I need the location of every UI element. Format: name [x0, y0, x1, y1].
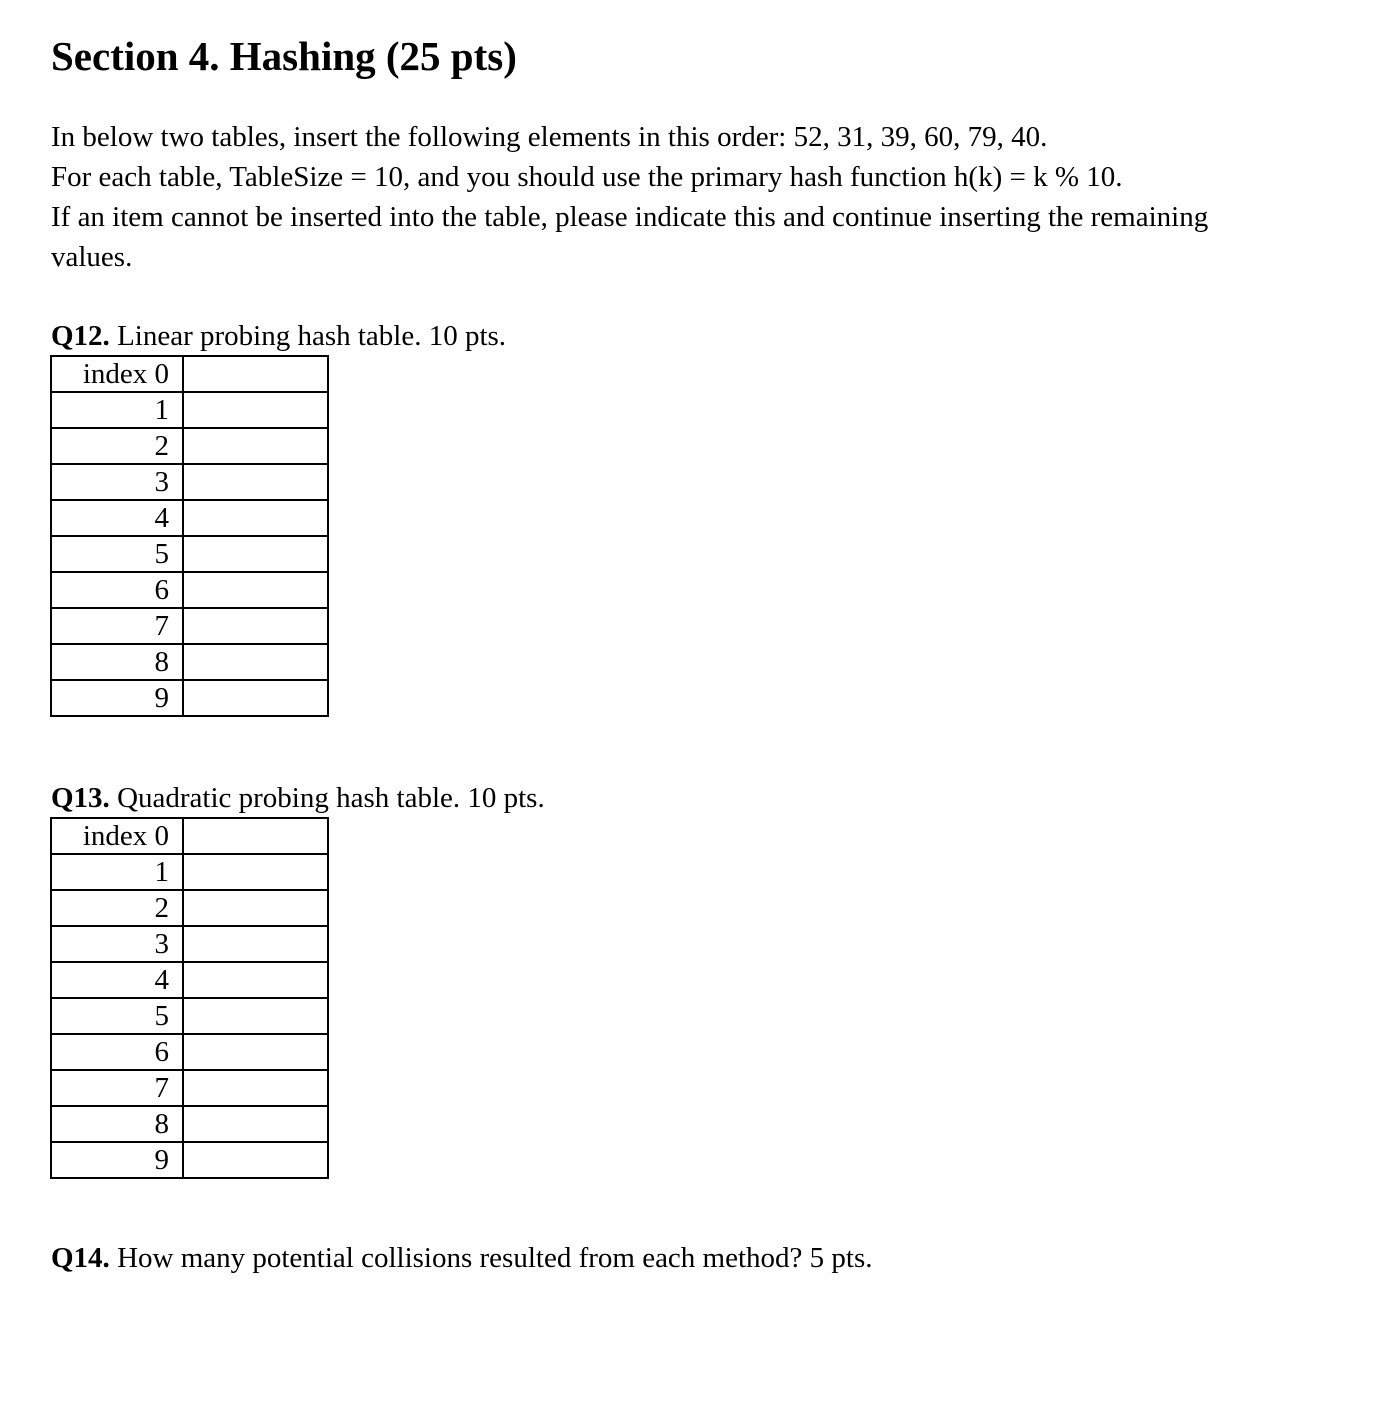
- table-row: [51, 890, 328, 926]
- question-number: Q14.: [51, 1242, 110, 1274]
- table-row: [51, 680, 328, 716]
- answer-cell[interactable]: [183, 854, 328, 890]
- answer-cell[interactable]: [183, 1106, 328, 1142]
- table-row: [51, 818, 328, 854]
- question-number: Q13.: [51, 782, 110, 814]
- index-cell: 1: [51, 392, 183, 428]
- answer-cell[interactable]: [183, 608, 328, 644]
- index-cell: 6: [51, 572, 183, 608]
- instruction-line: values.: [51, 241, 133, 273]
- answer-cell[interactable]: [183, 998, 328, 1034]
- table-row: [51, 962, 328, 998]
- instructions: [51, 117, 1341, 277]
- table-row: [51, 998, 328, 1034]
- index-cell: 8: [51, 1106, 183, 1142]
- question-q14: [51, 1240, 873, 1276]
- answer-cell[interactable]: [183, 926, 328, 962]
- instruction-line: If an item cannot be inserted into the table, please indicate this and continue inserting the remaining: [51, 201, 1209, 233]
- answer-cell[interactable]: [183, 1034, 328, 1070]
- index-cell: 8: [51, 644, 183, 680]
- quadratic-probing-table: [50, 817, 329, 1179]
- answer-cell[interactable]: [183, 392, 328, 428]
- instruction-line: In below two tables, insert the following elements in this order: 52, 31, 39, 60, 79, 40.: [51, 121, 1048, 153]
- index-cell: 3: [51, 926, 183, 962]
- answer-cell[interactable]: [183, 464, 328, 500]
- answer-cell[interactable]: [183, 890, 328, 926]
- table-row: [51, 536, 328, 572]
- index-cell: 5: [51, 536, 183, 572]
- question-text: Linear probing hash table. 10 pts.: [109, 320, 507, 352]
- index-cell: 7: [51, 608, 183, 644]
- question-text: Quadratic probing hash table. 10 pts.: [109, 782, 545, 814]
- table-row: [51, 608, 328, 644]
- table-row: [51, 464, 328, 500]
- question-q13: [51, 780, 545, 816]
- index-cell: 6: [51, 1034, 183, 1070]
- index-cell: 9: [51, 1142, 183, 1178]
- index-cell: 2: [51, 428, 183, 464]
- section-title: Section 4. Hashing (25 pts): [51, 33, 517, 79]
- index-cell: 3: [51, 464, 183, 500]
- answer-cell[interactable]: [183, 572, 328, 608]
- index-cell: 9: [51, 680, 183, 716]
- table-row: [51, 1070, 328, 1106]
- answer-cell[interactable]: [183, 1142, 328, 1178]
- answer-cell[interactable]: [183, 500, 328, 536]
- table-row: [51, 428, 328, 464]
- index-cell: 2: [51, 890, 183, 926]
- index-cell: 5: [51, 998, 183, 1034]
- answer-cell[interactable]: [183, 962, 328, 998]
- table-row: [51, 392, 328, 428]
- table-row: [51, 1034, 328, 1070]
- index-cell: 4: [51, 962, 183, 998]
- table-row: [51, 1106, 328, 1142]
- table-row: [51, 926, 328, 962]
- question-q12: [51, 318, 506, 354]
- index-cell: index 0: [51, 818, 183, 854]
- table-row: [51, 644, 328, 680]
- table-row: [51, 500, 328, 536]
- question-number: Q12.: [51, 320, 110, 352]
- instruction-line: For each table, TableSize = 10, and you should use the primary hash function h(k) = k % 10.: [51, 161, 1123, 193]
- answer-cell[interactable]: [183, 1070, 328, 1106]
- index-cell: 7: [51, 1070, 183, 1106]
- answer-cell[interactable]: [183, 644, 328, 680]
- linear-probing-table: [50, 355, 329, 717]
- index-cell: index 0: [51, 356, 183, 392]
- question-text: How many potential collisions resulted from each method? 5 pts.: [109, 1242, 873, 1274]
- table-row: [51, 356, 328, 392]
- answer-cell[interactable]: [183, 536, 328, 572]
- table-row: [51, 572, 328, 608]
- index-cell: 1: [51, 854, 183, 890]
- answer-cell[interactable]: [183, 428, 328, 464]
- table-row: [51, 854, 328, 890]
- index-cell: 4: [51, 500, 183, 536]
- answer-cell[interactable]: [183, 680, 328, 716]
- table-row: [51, 1142, 328, 1178]
- answer-cell[interactable]: [183, 818, 328, 854]
- answer-cell[interactable]: [183, 356, 328, 392]
